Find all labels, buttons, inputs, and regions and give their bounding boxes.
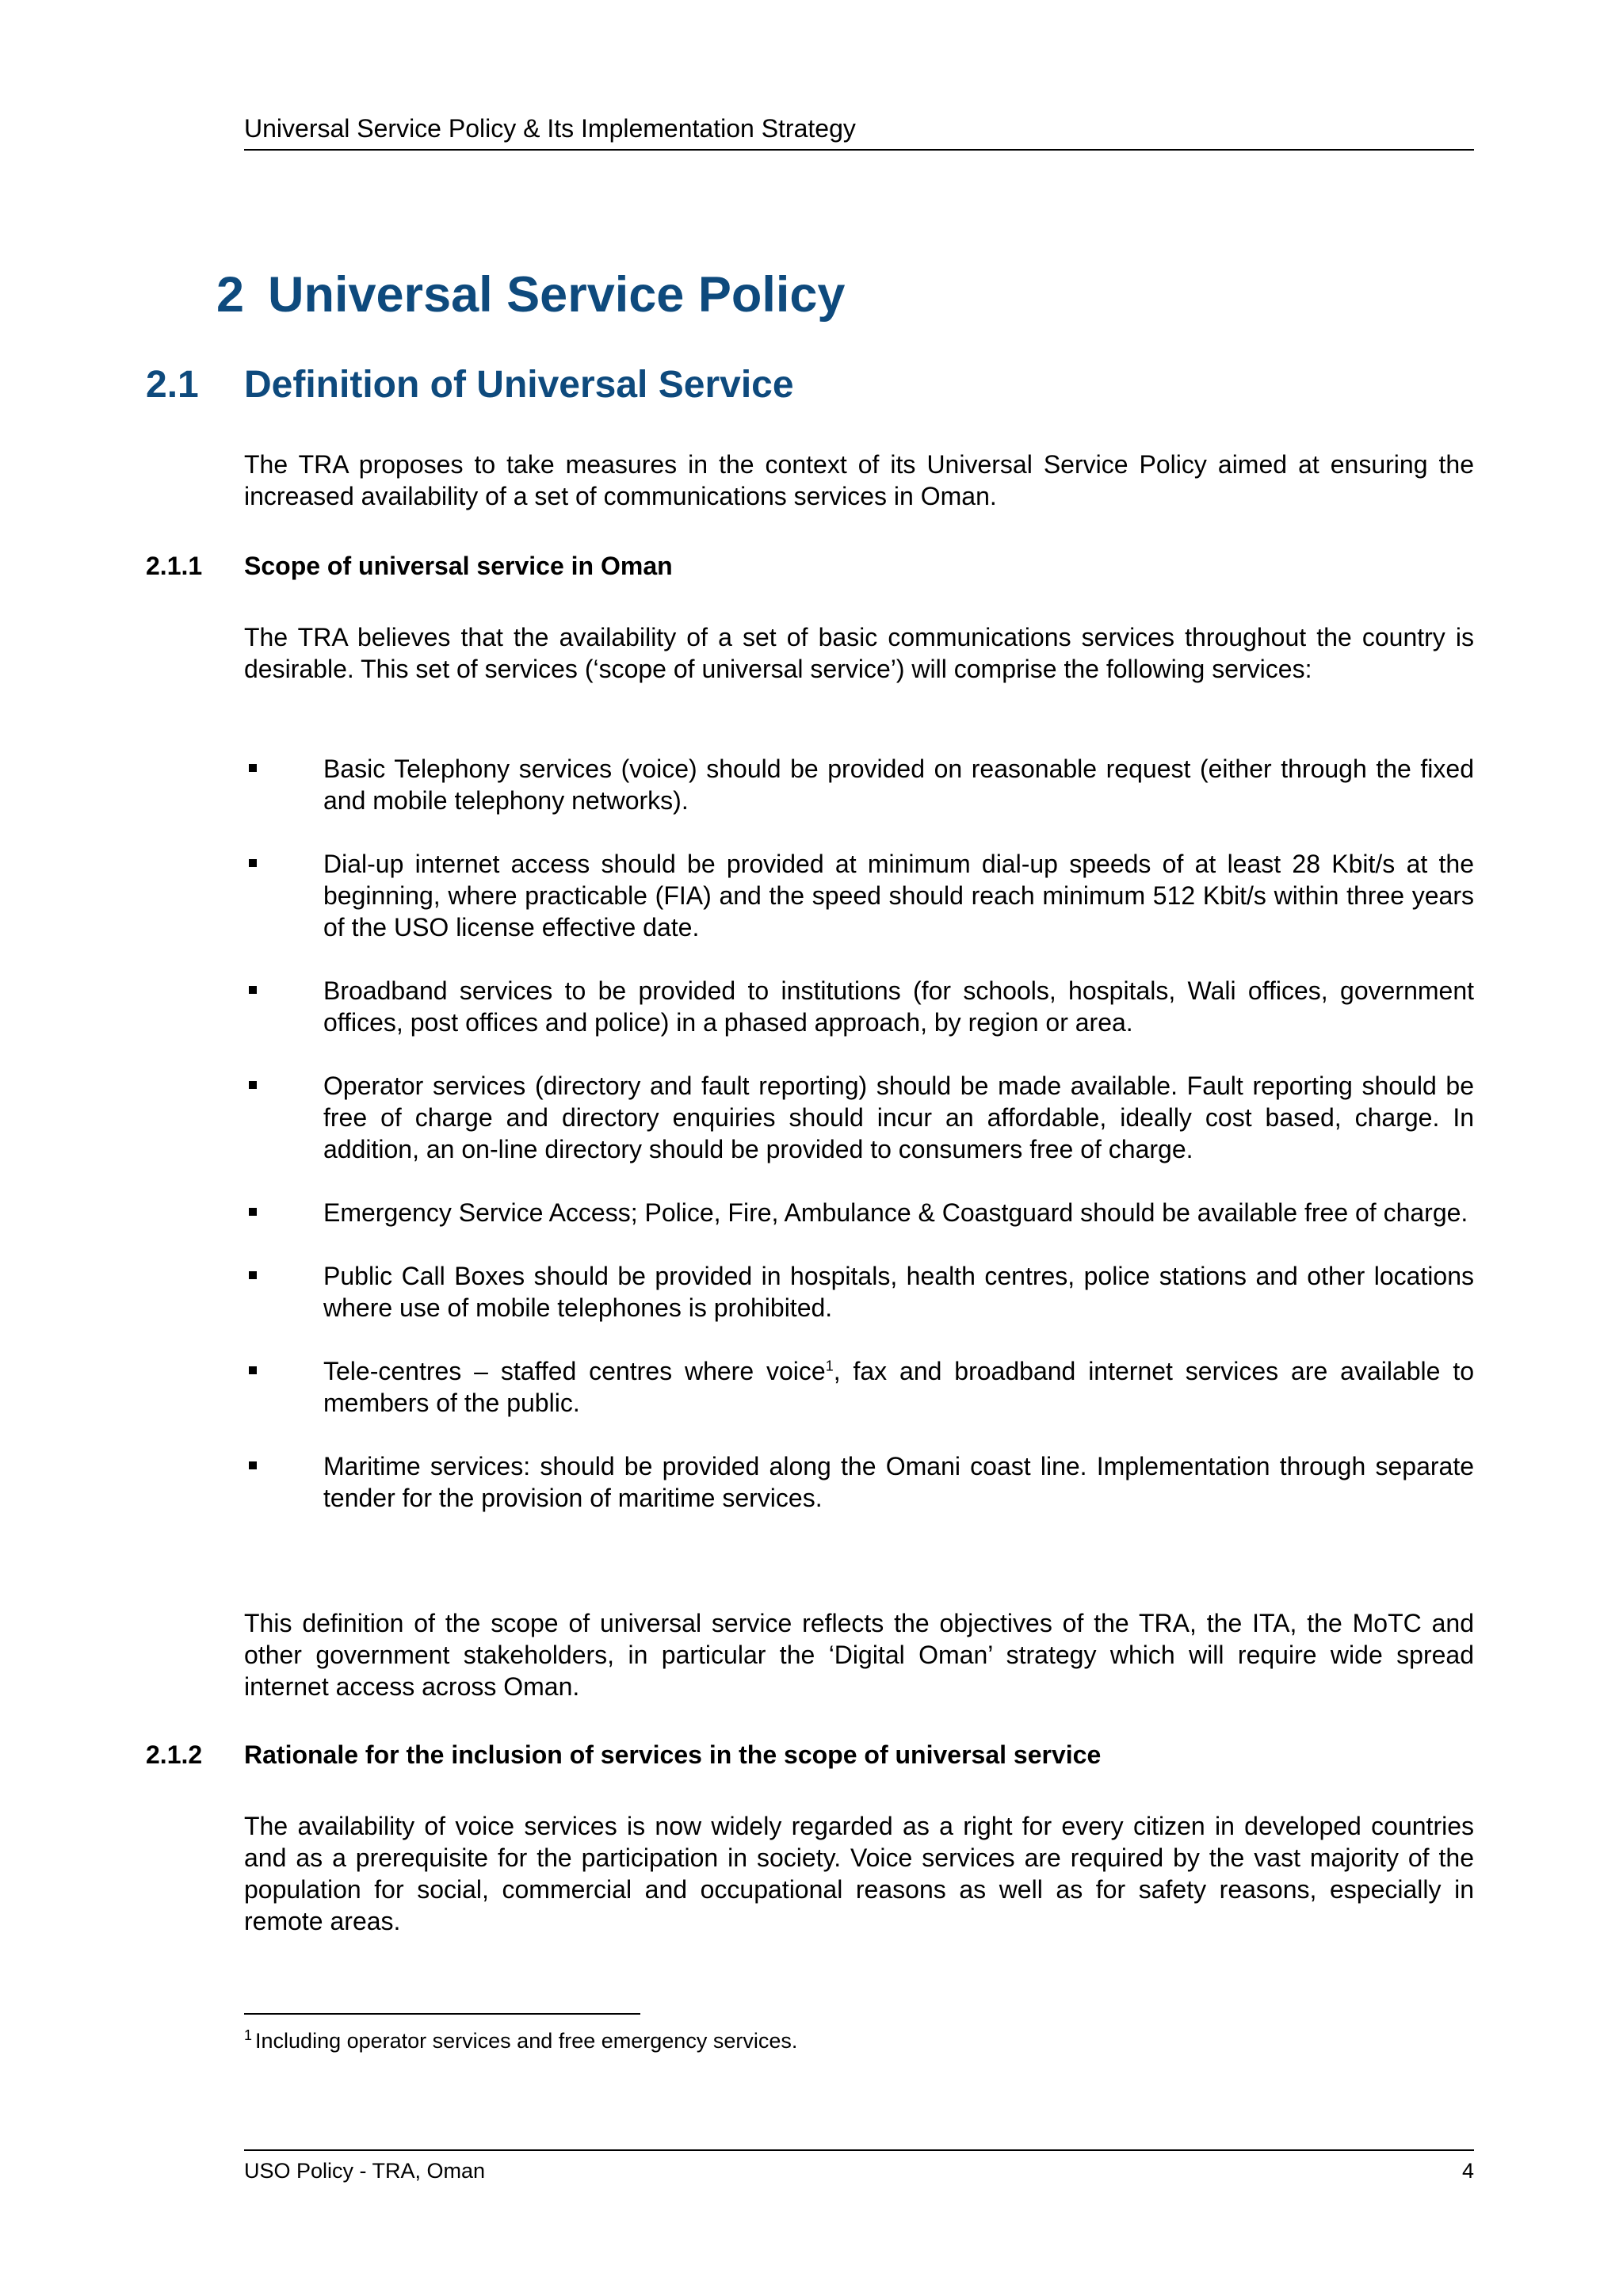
footnote-marker: 1 [244, 2027, 253, 2043]
section-heading [158, 263, 845, 327]
list-item-text: Emergency Service Access; Police, Fire, Ambulance & Coastguard should be available free of charge. [323, 1198, 1468, 1227]
scope-closing-paragraph: This definition of the scope of universal service reflects the objectives of the TRA, the ITA, the MoTC and other government stakeholders, in particular the ‘Digital Oman’ strategy which will require wide spread internet access across Oman. [244, 1609, 1474, 1701]
scope-title: Scope of universal service in Oman [244, 552, 673, 580]
telecentre-text-after: , fax and broadband internet services are available to members of the public. [323, 1357, 1475, 1417]
list-item [244, 753, 1474, 816]
list-item-text: Maritime services: should be provided along the Omani coast line. Implementation through separate tender for the provision of maritime services. [323, 1452, 1474, 1512]
list-item-text: Broadband services to be provided to institutions (for schools, hospitals, Wali offices, government offices, post offices and police) in a phased approach, by region or area. [323, 976, 1474, 1037]
subsection-title: Definition of Universal Service [244, 364, 794, 406]
rationale-number: 2.1.2 [146, 1740, 203, 1769]
subsection-heading [146, 361, 794, 409]
list-item [244, 975, 1474, 1038]
footnote-reference[interactable]: 1 [825, 1358, 834, 1374]
list-item-text: Dial-up internet access should be provided at minimum dial-up speeds of at least 28 Kbit/s at the beginning, where practicable (FIA) and the speed should reach minimum 512 Kbit/s within three years of the USO license effective date. [323, 850, 1474, 942]
list-item [244, 1197, 1474, 1228]
section-number: 2 [216, 267, 244, 323]
service-list [244, 753, 1474, 1545]
list-item [244, 1355, 1474, 1419]
running-header: Universal Service Policy & Its Implementation Strategy [244, 113, 1474, 151]
scope-intro-paragraph: The TRA believes that the availability of a set of basic communications services throughout the country is desirable. This set of services (‘scope of universal service’) will comprise the following services: [244, 623, 1474, 683]
list-item [244, 1070, 1474, 1165]
footer-label: USO Policy - TRA, Oman [244, 2159, 486, 2183]
scope-number: 2.1.1 [146, 552, 203, 580]
running-footer [244, 2149, 1474, 2184]
list-item-text: Operator services (directory and fault reporting) should be made available. Fault reporting should be free of charge and directory enquiries should incur an affordable, ideally cost based, charge. In addition, an on-line directory should be provided to consumers free of charge. [323, 1072, 1474, 1163]
bullet-square-icon [249, 1208, 257, 1216]
bullet-square-icon [249, 1461, 257, 1469]
list-item [244, 1450, 1474, 1514]
list-item [244, 848, 1474, 943]
bullet-square-icon [249, 859, 257, 867]
list-item-text: Public Call Boxes should be provided in hospitals, health centres, police stations and other locations where use of mobile telephones is prohibited. [323, 1262, 1474, 1322]
bullet-square-icon [249, 1366, 257, 1374]
list-item-text: Basic Telephony services (voice) should be provided on reasonable request (either through the fixed and mobile telephony networks). [323, 755, 1474, 815]
bullet-square-icon [249, 1081, 257, 1089]
rationale-heading [146, 1739, 1101, 1771]
footnote-divider [244, 2013, 640, 2015]
scope-heading [146, 550, 673, 582]
list-item [244, 1260, 1474, 1324]
section-title: Universal Service Policy [268, 267, 846, 323]
page-number: 4 [1461, 2159, 1474, 2183]
definition-paragraph: The TRA proposes to take measures in the context of its Universal Service Policy aimed at ensuring the increased availability of a set of communications services in Oman. [244, 450, 1474, 510]
bullet-square-icon [249, 1271, 257, 1279]
subsection-number: 2.1 [146, 364, 199, 406]
rationale-title: Rationale for the inclusion of services in the scope of universal service [244, 1740, 1102, 1769]
rationale-paragraph: The availability of voice services is now widely regarded as a right for every citizen in developed countries and as a prerequisite for the participation in society. Voice services are required by the vast majority of the population for social, commercial and occupational reasons as well as for safety reasons, especially in remote areas. [244, 1812, 1474, 1935]
bullet-square-icon [249, 764, 257, 772]
footnote [244, 2027, 797, 2054]
telecentre-text-before: Tele-centres – staffed centres where voice [323, 1357, 826, 1385]
footnote-text: Including operator services and free emergency services. [255, 2029, 798, 2053]
bullet-square-icon [249, 986, 257, 994]
